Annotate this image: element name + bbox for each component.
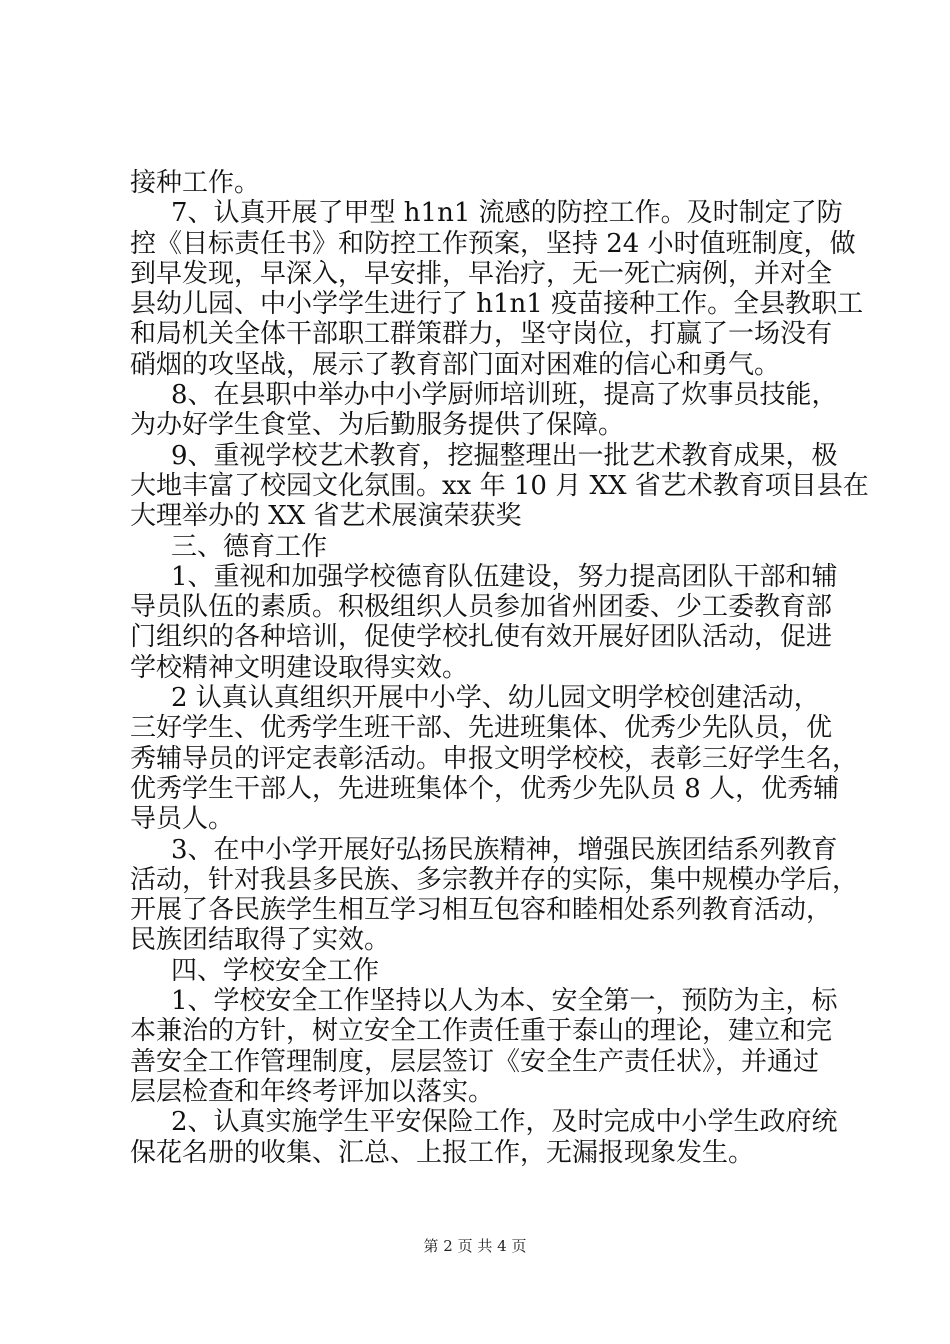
text-line: 活动，针对我县多民族、多宗教并存的实际，集中规模办学后， bbox=[130, 864, 859, 895]
text-line: 和局机关全体干部职工群策群力，坚守岗位，打赢了一场没有 bbox=[130, 319, 833, 350]
text-line: 保花名册的收集、汇总、上报工作，无漏报现象发生。 bbox=[130, 1137, 755, 1168]
text-line: 开展了各民族学生相互学习相互包容和睦相处系列教育活动， bbox=[130, 895, 833, 926]
text-line: 2 认真认真组织开展中小学、幼儿园文明学校创建活动， bbox=[171, 683, 820, 714]
text-line: 1、重视和加强学校德育队伍建设，努力提高团队干部和辅 bbox=[171, 561, 838, 592]
text-line: 接种工作。 bbox=[130, 168, 261, 198]
document-body bbox=[130, 168, 869, 1168]
text-line: 秀辅导员的评定表彰活动。申报文明学校校，表彰三好学生名， bbox=[130, 743, 859, 774]
text-line: 到早发现，早深入，早安排，早治疗，无一死亡病例，并对全 bbox=[130, 258, 833, 289]
page-footer: 第 2 页 共 4 页 bbox=[423, 1237, 527, 1255]
text-line: 2、认真实施学生平安保险工作，及时完成中小学生政府统 bbox=[171, 1107, 838, 1138]
text-line: 3、在中小学开展好弘扬民族精神，增强民族团结系列教育 bbox=[171, 834, 838, 865]
text-line: 1、学校安全工作坚持以人为本、安全第一，预防为主，标 bbox=[171, 986, 838, 1017]
text-line: 导员队伍的素质。积极组织人员参加省州团委、少工委教育部 bbox=[130, 592, 833, 623]
text-line: 四、学校安全工作 bbox=[171, 955, 380, 986]
text-line: 三、德育工作 bbox=[171, 531, 328, 562]
text-line: 为办好学生食堂、为后勤服务提供了保障。 bbox=[130, 410, 625, 441]
text-line: 层层检查和年终考评加以落实。 bbox=[130, 1076, 495, 1107]
text-line: 学校精神文明建设取得实效。 bbox=[130, 652, 469, 683]
text-line: 导员人。 bbox=[130, 804, 235, 835]
text-line: 硝烟的攻坚战，展示了教育部门面对困难的信心和勇气。 bbox=[130, 349, 781, 380]
text-line: 民族团结取得了实效。 bbox=[130, 925, 391, 956]
text-line: 门组织的各种培训，促使学校扎使有效开展好团队活动，促进 bbox=[130, 622, 833, 653]
text-line: 大地丰富了校园文化氛围。xx 年 10 月 XX 省艺术教育项目县在 bbox=[130, 470, 869, 501]
text-line: 7、认真开展了甲型 h1n1 流感的防控工作。及时制定了防 bbox=[171, 198, 843, 229]
text-line: 本兼治的方针，树立安全工作责任重于泰山的理论，建立和完 bbox=[130, 1016, 833, 1047]
text-line: 善安全工作管理制度，层层签订《安全生产责任状》，并通过 bbox=[130, 1046, 820, 1077]
text-line: 大理举办的 XX 省艺术展演荣获奖 bbox=[130, 501, 522, 532]
text-line: 县幼儿园、中小学学生进行了 h1n1 疫苗接种工作。全县教职工 bbox=[130, 289, 864, 320]
text-line: 控《目标责任书》和防控工作预案，坚持 24 小时值班制度，做 bbox=[130, 228, 856, 259]
text-line: 三好学生、优秀学生班干部、先进班集体、优秀少先队员，优 bbox=[130, 713, 833, 744]
text-line: 9、重视学校艺术教育，挖掘整理出一批艺术教育成果，极 bbox=[171, 440, 838, 471]
text-line: 优秀学生干部人，先进班集体个，优秀少先队员 8 人，优秀辅 bbox=[130, 773, 840, 804]
text-line: 8、在县职中举办中小学厨师培训班，提高了炊事员技能， bbox=[171, 380, 838, 411]
